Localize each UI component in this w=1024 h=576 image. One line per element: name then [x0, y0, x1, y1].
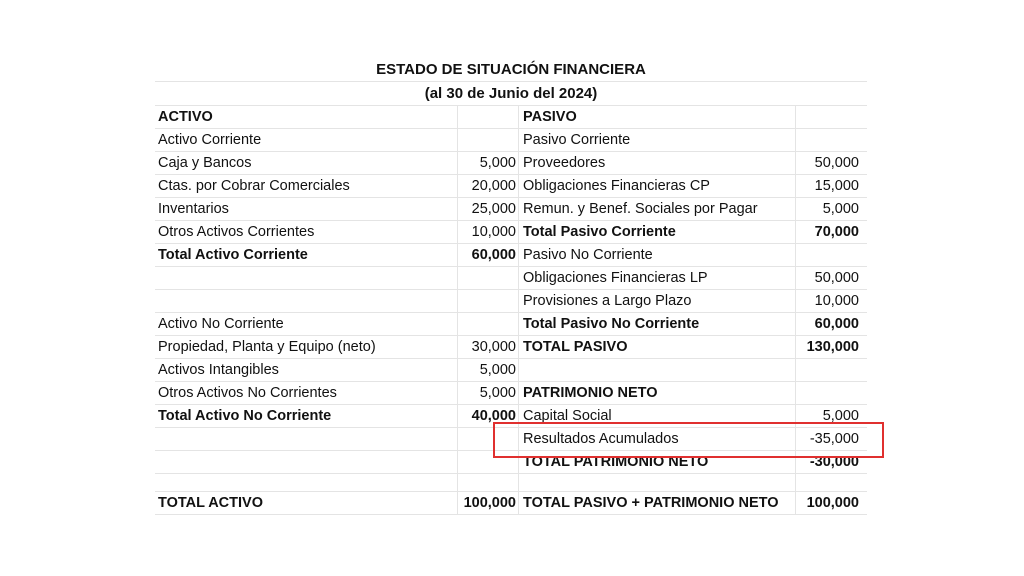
asset-label	[155, 451, 458, 473]
asset-label: Otros Activos No Corrientes	[155, 382, 458, 404]
asset-label: Activo Corriente	[155, 129, 458, 151]
table-row	[155, 244, 867, 267]
liability-value: 100,000	[806, 495, 859, 511]
table-row	[155, 129, 867, 152]
asset-label: Activo No Corriente	[155, 313, 458, 335]
liability-value	[796, 382, 867, 404]
table-row	[155, 267, 867, 290]
liability-label: Pasivo No Corriente	[519, 244, 796, 266]
liability-value	[796, 359, 867, 381]
liability-value	[796, 244, 867, 266]
asset-label: Otros Activos Corrientes	[155, 221, 458, 243]
liability-value: 50,000	[814, 270, 859, 286]
asset-value: 100,000	[458, 492, 519, 514]
liability-label: Remun. y Benef. Sociales por Pagar	[519, 198, 796, 220]
asset-value	[458, 129, 519, 151]
asset-label: Inventarios	[155, 198, 458, 220]
table-row	[155, 198, 867, 221]
table-row	[155, 428, 867, 451]
asset-label	[155, 428, 458, 450]
table-row	[155, 175, 867, 198]
liability-value	[796, 474, 867, 491]
liability-value	[796, 129, 867, 151]
liability-label	[519, 474, 796, 491]
asset-label	[155, 290, 458, 312]
asset-value	[458, 313, 519, 335]
sheet-title: ESTADO DE SITUACIÓN FINANCIERA	[155, 58, 867, 82]
asset-value	[458, 451, 519, 473]
table-row	[155, 492, 867, 515]
asset-value: 40,000	[458, 405, 519, 427]
table-row	[155, 336, 867, 359]
asset-label: Total Activo Corriente	[155, 244, 458, 266]
table-row	[155, 290, 867, 313]
asset-value: 25,000	[458, 198, 519, 220]
asset-label: ACTIVO	[155, 106, 458, 128]
liability-value: 60,000	[814, 316, 859, 332]
liability-label: Provisiones a Largo Plazo	[519, 290, 796, 312]
asset-label: Propiedad, Planta y Equipo (neto)	[155, 336, 458, 358]
liability-label: PATRIMONIO NETO	[519, 382, 796, 404]
asset-value: 10,000	[458, 221, 519, 243]
balance-sheet	[155, 58, 867, 515]
liability-label: Pasivo Corriente	[519, 129, 796, 151]
table-row	[155, 382, 867, 405]
liability-label: Obligaciones Financieras LP	[519, 267, 796, 289]
asset-label: Caja y Bancos	[155, 152, 458, 174]
liability-value: 5,000	[822, 408, 859, 424]
liability-label: Proveedores	[519, 152, 796, 174]
liability-label: TOTAL PASIVO	[519, 336, 796, 358]
asset-label	[155, 474, 458, 491]
liability-label: PASIVO	[519, 106, 796, 128]
liability-label: Resultados Acumulados	[519, 428, 796, 450]
asset-value	[458, 267, 519, 289]
liability-value	[796, 106, 867, 128]
table-row	[155, 405, 867, 428]
table-row	[155, 221, 867, 244]
liability-value: 10,000	[814, 293, 859, 309]
table-row	[155, 474, 867, 492]
asset-label: TOTAL ACTIVO	[155, 492, 458, 514]
liability-value: 70,000	[814, 224, 859, 240]
liability-label	[519, 359, 796, 381]
asset-label	[155, 267, 458, 289]
asset-value: 20,000	[458, 175, 519, 197]
asset-value	[458, 106, 519, 128]
asset-value: 5,000	[458, 152, 519, 174]
liability-label: Capital Social	[519, 405, 796, 427]
liability-label: Total Pasivo Corriente	[519, 221, 796, 243]
liability-value: -35,000	[809, 431, 859, 447]
liability-value: 5,000	[822, 201, 859, 217]
asset-label: Ctas. por Cobrar Comerciales	[155, 175, 458, 197]
liability-value: -30,000	[809, 454, 859, 470]
asset-label: Total Activo No Corriente	[155, 405, 458, 427]
asset-value: 60,000	[458, 244, 519, 266]
asset-value: 30,000	[458, 336, 519, 358]
sheet-subtitle: (al 30 de Junio del 2024)	[155, 82, 867, 106]
table-row	[155, 451, 867, 474]
liability-value: 15,000	[814, 178, 859, 194]
table-row	[155, 359, 867, 382]
liability-label: Obligaciones Financieras CP	[519, 175, 796, 197]
asset-label: Activos Intangibles	[155, 359, 458, 381]
liability-label: TOTAL PASIVO + PATRIMONIO NETO	[519, 492, 796, 514]
liability-value: 130,000	[806, 339, 859, 355]
asset-value: 5,000	[458, 359, 519, 381]
table-row	[155, 106, 867, 129]
table-row	[155, 313, 867, 336]
table-row	[155, 152, 867, 175]
asset-value: 5,000	[458, 382, 519, 404]
asset-value	[458, 474, 519, 491]
asset-value	[458, 290, 519, 312]
liability-label: TOTAL PATRIMONIO NETO	[519, 451, 796, 473]
asset-value	[458, 428, 519, 450]
liability-value: 50,000	[814, 155, 859, 171]
liability-label: Total Pasivo No Corriente	[519, 313, 796, 335]
